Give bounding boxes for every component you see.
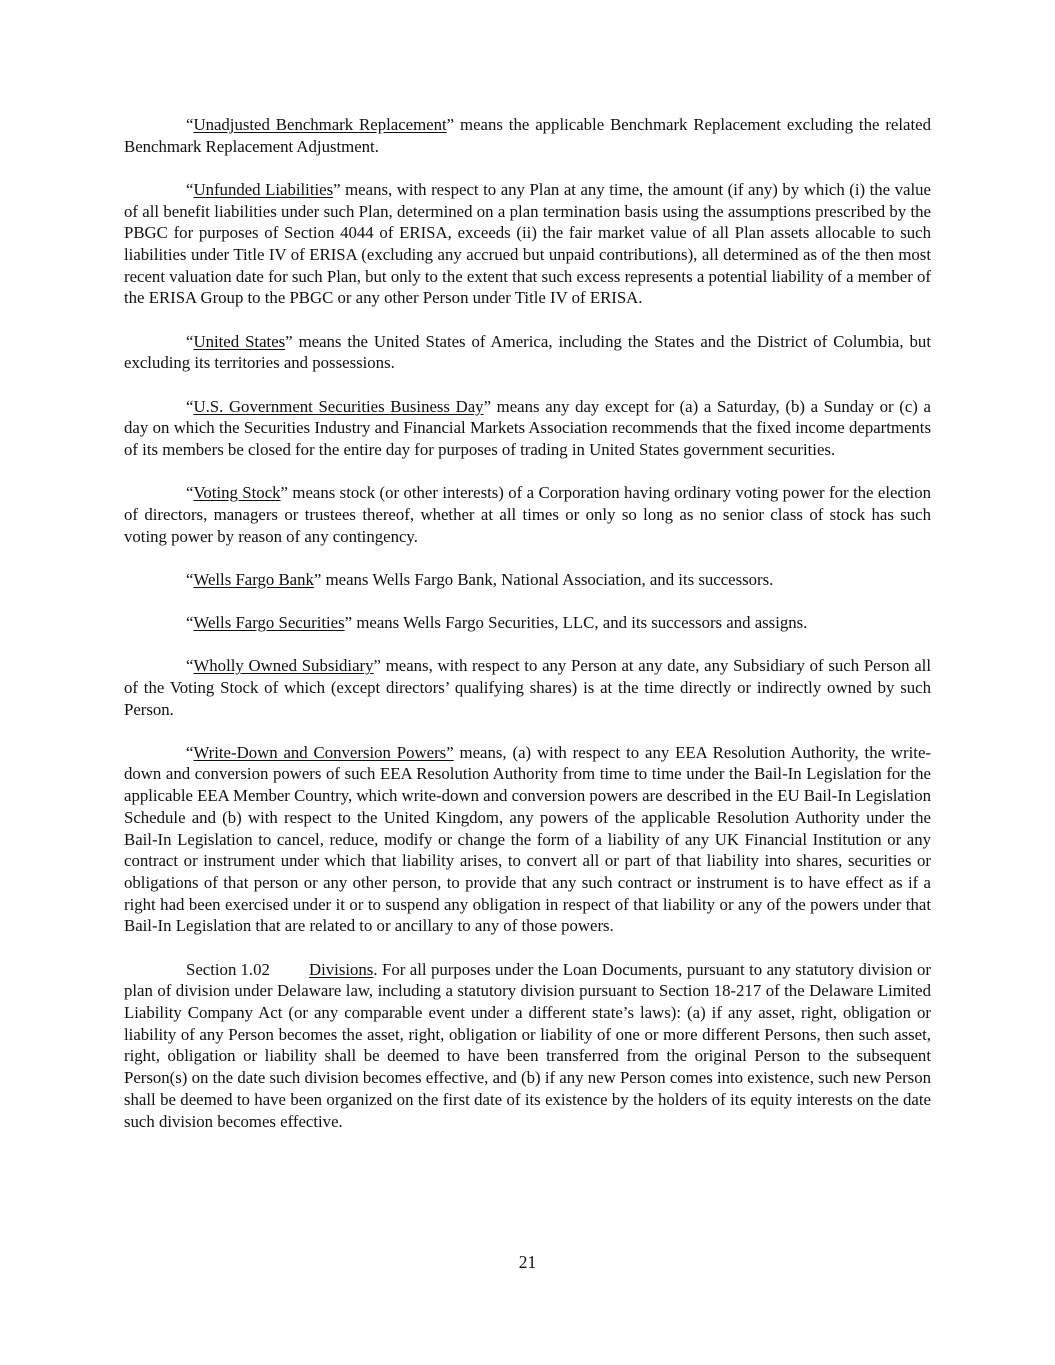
definition-text: means, with respect to any Plan at any time, the amount (if any) by which (i) the value of all benefit liabilities under such Plan, determined on a plan termination basis using the assumptions prescribed by the PBGC for purposes of Section 4044 of ERISA, exceeds (ii) the fair market value of all Plan assets allocable to such liabilities under Title IV of ERISA (excluding any accrued but unpaid contributions), all determined as of the then most recent valuation date for such Plan, but only to the extent that such excess represents a potential liability of a member of the ERISA Group to the PBGC or any other Person under Title IV of ERISA.: [124, 179, 931, 308]
definition-text: means the United States of America, including the States and the District of Columbia, but excluding its territories and possessions.: [124, 331, 931, 373]
close-quote: ”: [446, 115, 455, 134]
definition-paragraph: [124, 179, 931, 309]
definition-paragraph: [124, 482, 931, 547]
definition-text: means stock (or other interests) of a Corporation having ordinary voting power for the election of directors, managers or trustees thereof, whether at all times or only so long as no senior class of stock has such voting power by reason of any contingency.: [124, 483, 931, 546]
close-quote: ”: [285, 331, 293, 351]
open-quote: “: [186, 115, 194, 134]
section-paragraph: [124, 959, 931, 1133]
defined-term: Unfunded Liabilities: [193, 179, 334, 199]
defined-term: Wholly Owned Subsidiary: [193, 656, 374, 676]
definition-paragraph: [124, 655, 931, 720]
section-title: Divisions: [309, 959, 374, 979]
definition-text: means any day except for (a) a Saturday, (b) a Sunday or (c) a day on which the Securities Industry and Financial Markets Association recommends that the fixed income departments of its members be closed for the entire day for purposes of trading in United States government securities.: [124, 396, 931, 459]
definition-paragraph: [124, 742, 931, 937]
page-number: 21: [518, 1252, 537, 1272]
open-quote: “: [186, 483, 194, 503]
defined-term: Write-Down and Conversion Powers”: [193, 742, 454, 762]
definition-paragraph: [124, 114, 931, 157]
definition-paragraph: [124, 569, 931, 591]
open-quote: “: [186, 569, 194, 589]
document-page: [124, 114, 931, 1154]
definition-text: means the applicable Benchmark Replacement excluding the related Benchmark Replacement Adjustment.: [124, 115, 931, 156]
section-title-punct: .: [373, 959, 378, 979]
close-quote: ”: [373, 656, 381, 676]
close-quote: ”: [333, 179, 341, 199]
defined-term: U.S. Government Securities Business Day: [193, 396, 484, 416]
definition-text: means, with respect to any Person at any date, any Subsidiary of such Person all of the Voting Stock of which (except directors’ qualifying shares) is at the time directly or indirectly owned by such Person.: [124, 656, 931, 719]
close-quote: ”: [483, 396, 492, 416]
defined-term: Wells Fargo Bank: [193, 569, 314, 589]
defined-term: United States: [193, 331, 286, 351]
close-quote: ”: [313, 569, 322, 589]
section-text: For all purposes under the Loan Documents, pursuant to any statutory division or plan of division under Delaware law, including a statutory division pursuant to Section 18-217 of the Delaware Limited Liability Company Act (or any comparable event under a different state’s laws): (a) if any asset, right, obligation or liability of any Person becomes the asset, right, obligation or liability of one or more different Persons, then such asset, right, obligation or liability shall be deemed to have been transferred from the original Person to the subsequent Person(s) on the date such division becomes effective, and (b) if any new Person comes into existence, such new Person shall be deemed to have been organized on the first date of its existence by the holders of its equity interests on the date such division becomes effective.: [124, 959, 931, 1131]
definition-paragraph: [124, 612, 931, 634]
open-quote: “: [186, 331, 194, 351]
defined-term: Wells Fargo Securities: [193, 612, 345, 632]
open-quote: “: [186, 742, 194, 762]
close-quote: ”: [280, 483, 288, 503]
defined-term: Voting Stock: [193, 483, 281, 503]
defined-term: Unadjusted Benchmark Replacement: [193, 115, 447, 134]
definition-text: means Wells Fargo Securities, LLC, and its successors and assigns.: [352, 612, 808, 632]
close-quote: ”: [344, 612, 353, 632]
open-quote: “: [186, 396, 194, 416]
section-number: Section 1.02: [186, 959, 270, 979]
open-quote: “: [186, 612, 194, 632]
open-quote: “: [186, 656, 194, 676]
definition-paragraph: [124, 396, 931, 461]
open-quote: “: [186, 179, 194, 199]
definition-paragraph: [124, 331, 931, 374]
definition-text: means, (a) with respect to any EEA Resolution Authority, the write-down and conversion powers of such EEA Resolution Authority from time to time under the Bail-In Legislation for the applicable EEA Member Country, which write-down and conversion powers are described in the EU Bail-In Legislation Schedule and (b) with respect to the United Kingdom, any powers of the applicable Resolution Authority under the Bail-In Legislation to cancel, reduce, modify or change the form of a liability of any UK Financial Institution or any contract or instrument under which that liability arises, to convert all or part of that liability into shares, securities or obligations of that person or any other person, to provide that any such contract or instrument is to have effect as if a right had been exercised under it or to suspend any obligation in respect of that liability or any of the powers under that Bail-In Legislation that are related to or ancillary to any of those powers.: [124, 742, 931, 936]
definition-text: means Wells Fargo Bank, National Association, and its successors.: [321, 569, 774, 589]
